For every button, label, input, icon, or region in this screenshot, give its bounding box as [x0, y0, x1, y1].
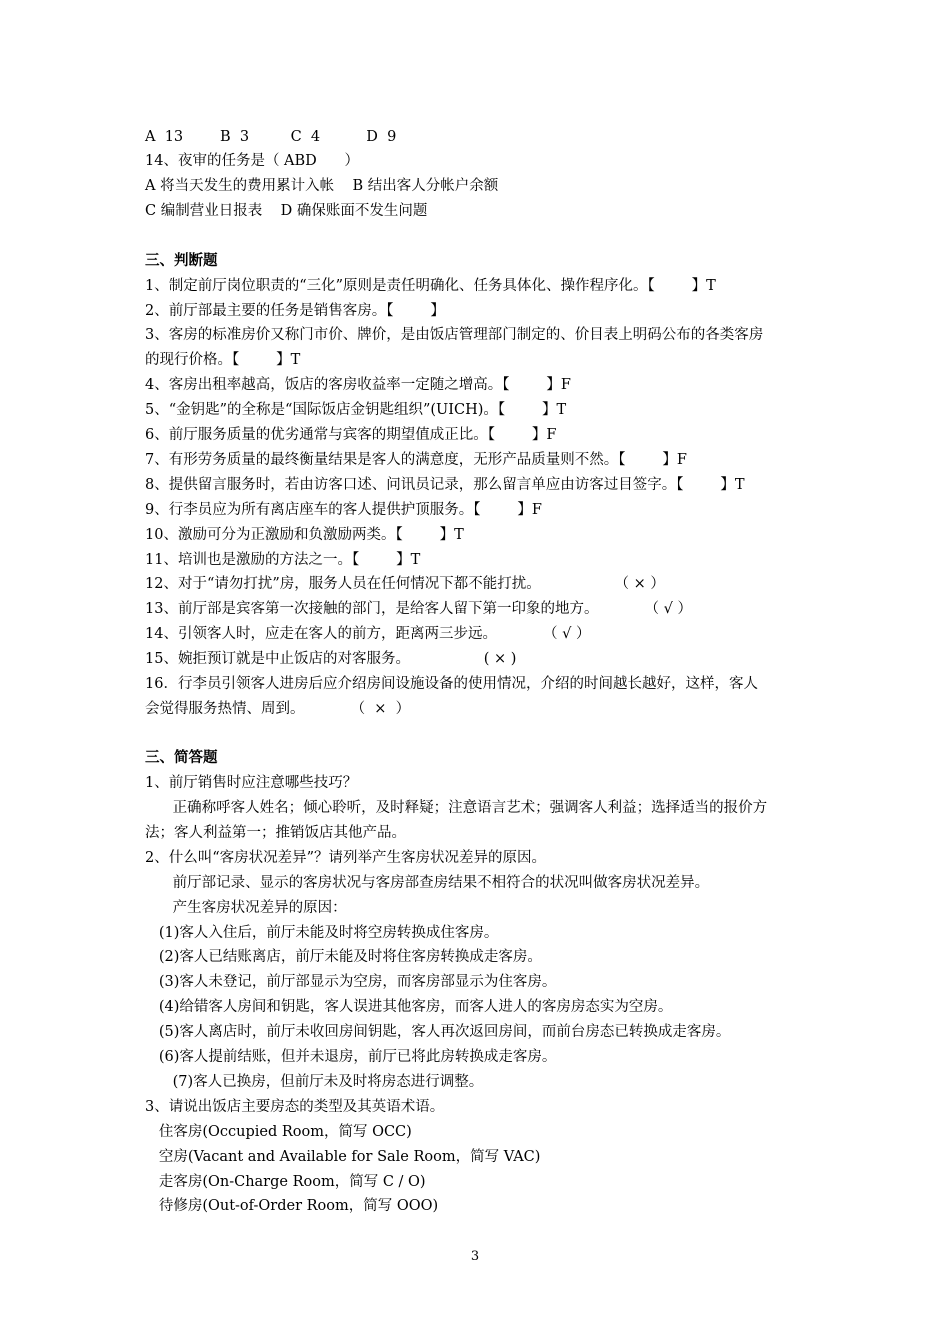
- short-line: 前厅部记录、显示的客房状况与客房部查房结果不相符合的状况叫做客房状况差异。: [145, 875, 710, 891]
- judge-line: 3、客房的标准房价又称门市价、牌价，是由饭店管理部门制定的、价目表上明码公布的各类客房: [145, 327, 764, 343]
- judge-section-title: 三、判断题: [145, 252, 218, 269]
- short-line: 正确称呼客人姓名；倾心聆听，及时释疑；注意语言艺术；强调客人利益；选择适当的报价方: [145, 800, 768, 816]
- judge-line: 1、制定前厅岗位职责的“三化”原则是责任明确化、任务具体化、操作程序化。【 】T: [145, 278, 716, 294]
- judge-line: 9、行李员应为所有离店座车的客人提供护顶服务。【 】F: [145, 502, 542, 518]
- q14-stem: 14、夜审的任务是（ ABD ）: [145, 153, 359, 169]
- short-line: 2、什么叫“客房状况差异”？请列举产生客房状况差异的原因。: [145, 850, 547, 866]
- short-line: 产生客房状况差异的原因：: [145, 900, 347, 916]
- short-line: (1)客人入住后，前厅未能及时将空房转换成住客房。: [145, 925, 499, 941]
- short-line: 住客房(Occupied Room，简写 OCC): [145, 1124, 412, 1140]
- short-line: 3、请说出饭店主要房态的类型及其英语术语。: [145, 1099, 445, 1115]
- short-line: 待修房(Out-of-Order Room，简写 OOO): [145, 1198, 439, 1214]
- judge-line: 5、“金钥匙”的全称是“国际饭店金钥匙组织”(UICH)。【 】T: [145, 402, 567, 418]
- short-line: 法；客人利益第一；推销饭店其他产品。: [145, 825, 406, 841]
- judge-line: 6、前厅服务质量的优劣通常与宾客的期望值成正比。【 】F: [145, 427, 557, 443]
- judge-line: 4、客房出租率越高，饭店的客房收益率一定随之增高。【 】F: [145, 377, 571, 393]
- page-number: 3: [470, 1249, 480, 1264]
- short-line: 空房(Vacant and Available for Sale Room，简写 VAC): [145, 1149, 541, 1165]
- short-line: 走客房(On-Charge Room，简写 C / O): [145, 1174, 426, 1190]
- q13-options: A 13 B 3 C 4 D 9: [145, 129, 397, 145]
- short-line: (5)客人离店时，前厅未收回房间钥匙，客人再次返回房间，而前台房态已转换成走客房。: [145, 1024, 731, 1040]
- q14-options-cd: C 编制营业日报表 D 确保账面不发生问题: [145, 203, 428, 219]
- judge-line: 的现行价格。【 】T: [145, 352, 301, 368]
- short-line: (4)给错客人房间和钥匙，客人误进其他客房，而客人进人的客房房态实为空房。: [145, 999, 673, 1015]
- judge-line: 16．行李员引领客人进房后应介绍房间设施设备的使用情况，介绍的时间越长越好，这样，客人: [145, 676, 758, 692]
- short-line: (2)客人已结账离店，前厅未能及时将住客房转换成走客房。: [145, 949, 542, 965]
- judge-line: 14、引领客人时，应走在客人的前方，距离两三步远。 （ √ ）: [145, 626, 591, 642]
- short-section-title: 三、简答题: [145, 749, 218, 766]
- short-line: (3)客人未登记，前厅部显示为空房，而客房部显示为住客房。: [145, 974, 557, 990]
- judge-line: 15、婉拒预订就是中止饭店的对客服务。 ( × ): [145, 651, 517, 667]
- judge-line: 11、培训也是激励的方法之一。【 】T: [145, 552, 421, 568]
- judge-line: 2、前厅部最主要的任务是销售客房。【 】: [145, 303, 445, 319]
- short-line: 1、前厅销售时应注意哪些技巧？: [145, 775, 358, 791]
- judge-line: 7、有形劳务质量的最终衡量结果是客人的满意度，无形产品质量则不然。【 】F: [145, 452, 687, 468]
- q14-options-ab: A 将当天发生的费用累计入帐 B 结出客人分帐户余额: [145, 178, 499, 194]
- judge-line: 8、提供留言服务时，若由访客口述、问讯员记录，那么留言单应由访客过目签字。【 】T: [145, 477, 745, 493]
- judge-line: 13、前厅部是宾客第一次接触的部门，是给客人留下第一印象的地方。 （ √ ）: [145, 601, 692, 617]
- judge-line: 10、激励可分为正激励和负激励两类。【 】T: [145, 527, 464, 543]
- short-line: (6)客人提前结账，但并未退房，前厅已将此房转换成走客房。: [145, 1049, 557, 1065]
- judge-line: 12、对于“请勿打扰”房，服务人员在任何情况下都不能打扰。 （ × ）: [145, 576, 665, 592]
- judge-line: 会觉得服务热情、周到。 （ × ）: [145, 701, 411, 717]
- short-line: (7)客人已换房，但前厅未及时将房态进行调整。: [145, 1074, 484, 1090]
